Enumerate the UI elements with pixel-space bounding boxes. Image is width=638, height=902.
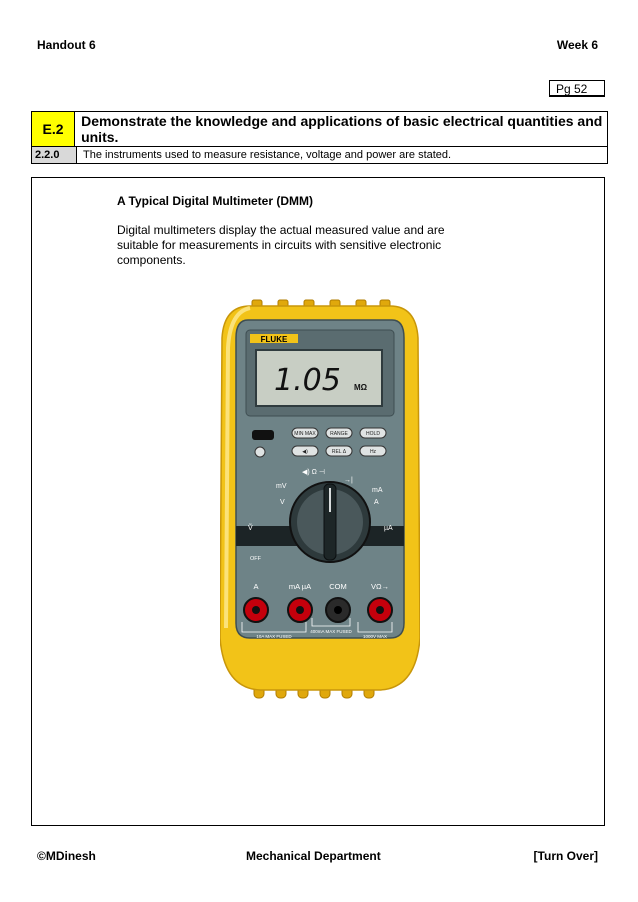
jack-note-10a: 10A MAX FUSED bbox=[256, 634, 292, 639]
week-label: Week 6 bbox=[556, 38, 598, 52]
lcd-unit: MΩ bbox=[354, 383, 368, 392]
jack-note-400ma: 400mA MAX FUSED bbox=[310, 629, 352, 634]
button-minmax: MIN MAX bbox=[294, 431, 316, 437]
button-rel: REL Δ bbox=[331, 449, 347, 455]
dial-ua: µA bbox=[384, 525, 393, 532]
objective-sub-code: 2.2.0 bbox=[32, 147, 77, 163]
jack-label-v: VΩ→ bbox=[370, 582, 390, 591]
objective-header-row bbox=[32, 112, 607, 147]
button-hold: HOLD bbox=[366, 431, 380, 437]
section-paragraph: Digital multimeters display the actual measured value and are suitable for measurements in circuits with sensitive electronic components. bbox=[117, 223, 445, 267]
jack-label-com: COM bbox=[329, 582, 347, 591]
dial-a: A bbox=[374, 499, 379, 506]
page-number: Pg 52 bbox=[549, 80, 605, 97]
objective-sub-text: The instruments used to measure resistance, voltage and power are stated. bbox=[83, 149, 452, 161]
dial-vac: Ṽ bbox=[248, 525, 253, 532]
jack-label-a: A bbox=[253, 582, 259, 591]
objective-code: E.2 bbox=[32, 112, 75, 146]
button-hz: Hz bbox=[369, 449, 377, 455]
dial-v: V bbox=[280, 499, 285, 506]
button-range: RANGE bbox=[330, 431, 348, 437]
footer-turn-over: [Turn Over] bbox=[533, 849, 598, 863]
lcd-reading: 1.05 bbox=[274, 363, 341, 398]
handout-label: Handout 6 bbox=[37, 38, 96, 52]
button-beep: ◀) bbox=[302, 449, 308, 455]
jack-label-ma: mA µA bbox=[288, 582, 312, 591]
jack-note-1000v: 1000V MAX bbox=[362, 634, 388, 639]
dial-ohm: ◀) Ω ⊣ bbox=[302, 469, 325, 476]
dial-diode: →| bbox=[344, 477, 353, 484]
content-box bbox=[31, 177, 605, 826]
dial-ma: mA bbox=[372, 487, 383, 494]
multimeter-illustration bbox=[220, 298, 420, 708]
brand-label: FLUKE bbox=[260, 335, 288, 344]
section-subtitle: A Typical Digital Multimeter (DMM) bbox=[117, 194, 314, 208]
objective-title: Demonstrate the knowledge and applications of basic electrical quantities and units. bbox=[81, 113, 603, 145]
dial-mv: mV bbox=[276, 483, 287, 490]
objective-table bbox=[31, 111, 608, 164]
dial-off: OFF bbox=[250, 556, 261, 562]
objective-sub-row bbox=[32, 147, 607, 163]
backlight-button bbox=[255, 447, 265, 457]
footer-department: Mechanical Department bbox=[246, 849, 381, 863]
power-button bbox=[252, 430, 274, 440]
footer-author: ©MDinesh bbox=[37, 849, 96, 863]
